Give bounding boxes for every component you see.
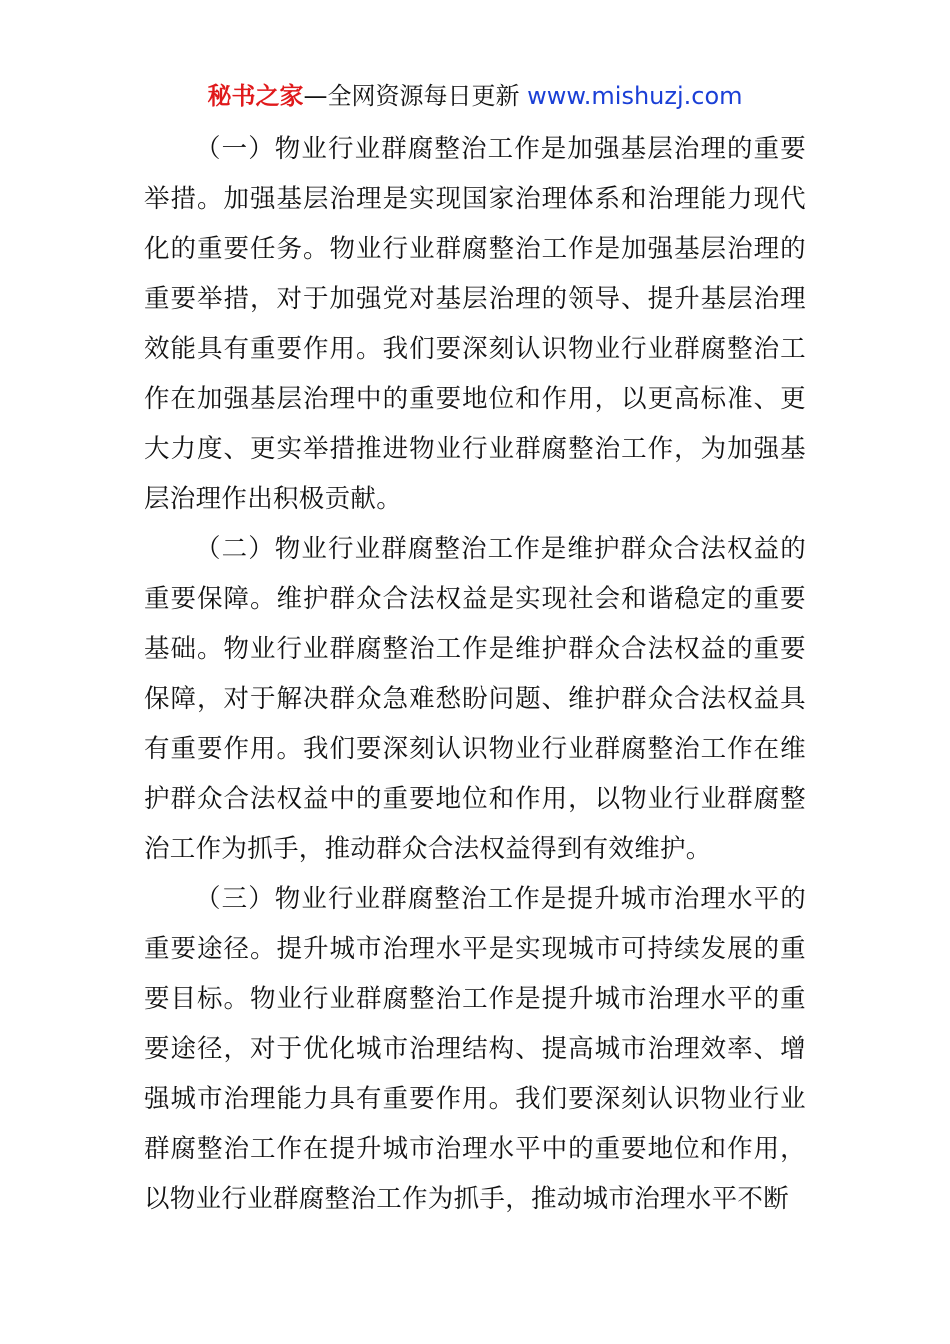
brand-name: 秘书之家 xyxy=(207,82,304,110)
document-body xyxy=(144,124,806,1224)
paragraph-1: （一）物业行业群腐整治工作是加强基层治理的重要举措。加强基层治理是实现国家治理体系和治理能力现代化的重要任务。物业行业群腐整治工作是加强基层治理的重要举措，对于加强党对基层治理的领导、提升基层治理效能具有重要作用。我们要深刻认识物业行业群腐整治工作在加强基层治理中的重要地位和作用，以更高标准、更大力度、更实举措推进物业行业群腐整治工作，为加强基层治理作出积极贡献。 xyxy=(144,134,806,514)
paragraph-3: （三）物业行业群腐整治工作是提升城市治理水平的重要途径。提升城市治理水平是实现城市可持续发展的重要目标。物业行业群腐整治工作是提升城市治理水平的重要途径，对于优化城市治理结构、提高城市治理效率、增强城市治理能力具有重要作用。我们要深刻认识物业行业群腐整治工作在提升城市治理水平中的重要地位和作用，以物业行业群腐整治工作为抓手，推动城市治理水平不断 xyxy=(144,884,806,1214)
header-tagline: —全网资源每日更新 xyxy=(303,82,528,110)
paragraph-2: （二）物业行业群腐整治工作是维护群众合法权益的重要保障。维护群众合法权益是实现社会和谐稳定的重要基础。物业行业群腐整治工作是维护群众合法权益的重要保障，对于解决群众急难愁盼问题、维护群众合法权益具有重要作用。我们要深刻认识物业行业群腐整治工作在维护群众合法权益中的重要地位和作用，以物业行业群腐整治工作为抓手，推动群众合法权益得到有效维护。 xyxy=(144,534,806,864)
site-url-link[interactable]: www.mishuzj.com xyxy=(527,82,743,110)
page-header xyxy=(0,80,950,112)
